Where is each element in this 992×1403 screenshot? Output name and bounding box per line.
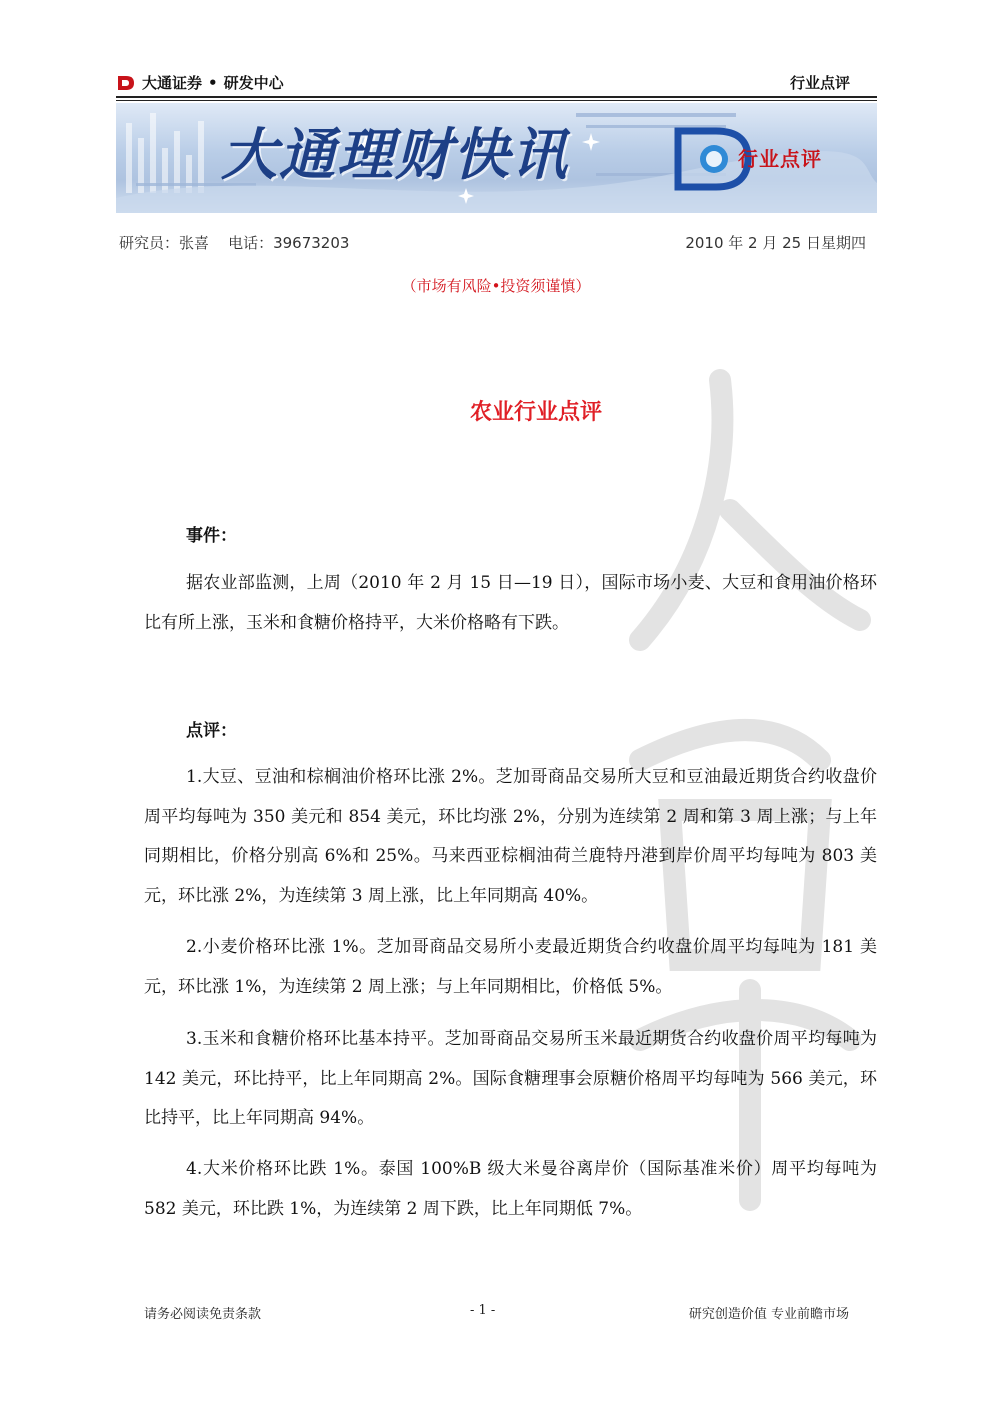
event-paragraph: 据农业部监测，上周（2010 年 2 月 15 日—19 日），国际市场小麦、大豆和食用油价格环比有所上涨，玉米和食糖价格持平，大米价格略有下跌。 <box>144 573 877 633</box>
analyst-info: 研究员：张喜 电话：39673203 <box>119 234 350 252</box>
review-point-4: 4.大米价格环比跌 1%。泰国 100%B 级大米曼谷离岸价（国际基准米价）周平均每吨为 582 美元，环比跌 1%，为连续第 2 周下跌，比上年同期低 7%。 <box>144 1159 877 1219</box>
report-date: 2010 年 2 月 25 日星期四 <box>685 234 866 252</box>
page-number: - 1 - <box>470 1303 496 1318</box>
banner <box>116 103 877 213</box>
department-name: 研发中心 <box>223 74 284 92</box>
review-point-3: 3.玉米和食糖价格环比基本持平。芝加哥商品交易所玉米最近期货合约收盘价周平均每吨为 142 美元，环比持平，比上年同期高 2%。国际食糖理事会原糖价格周平均每吨为 566 美元，环比持平，比上年同期高 94%。 <box>144 1029 877 1128</box>
review-point-1: 1.大豆、豆油和棕榈油价格环比涨 2%。芝加哥商品交易所大豆和豆油最近期货合约收盘价周平均每吨为 350 美元和 854 美元，环比均涨 2%，分别为连续第 2 周和第 3 周上涨；与上年同期相比，价格分别高 6%和 25%。马来西亚棕榈油荷兰鹿特丹港到岸价周平均每吨为 803 美元，环比涨 2%，为连续第 3 周上涨，比上年同期高 40%。 <box>144 767 877 906</box>
banner-tag: 行业点评 <box>738 147 822 171</box>
company-logo-icon <box>116 75 136 91</box>
header-category: 行业点评 <box>789 74 850 92</box>
risk-notice: （市场有风险•投资须谨慎） <box>401 277 591 295</box>
header-brand <box>116 72 284 93</box>
event-heading: 事件： <box>186 526 237 546</box>
document-title: 农业行业点评 <box>469 400 602 425</box>
banner-title: 大通理财快讯 <box>221 122 569 188</box>
header-rule-thin <box>116 100 877 101</box>
header-separator: • <box>208 73 218 92</box>
review-heading: 点评： <box>186 721 237 741</box>
footer-slogan: 研究创造价值 专业前瞻市场 <box>688 1307 849 1322</box>
company-name: 大通证券 <box>142 74 203 92</box>
footer-disclaimer: 请务必阅读免责条款 <box>144 1307 262 1322</box>
review-point-2: 2.小麦价格环比涨 1%。芝加哥商品交易所小麦最近期货合约收盘价周平均每吨为 181 美元，环比涨 1%，为连续第 2 周上涨；与上年同期相比，价格低 5%。 <box>144 937 877 997</box>
header-rule <box>116 96 877 98</box>
